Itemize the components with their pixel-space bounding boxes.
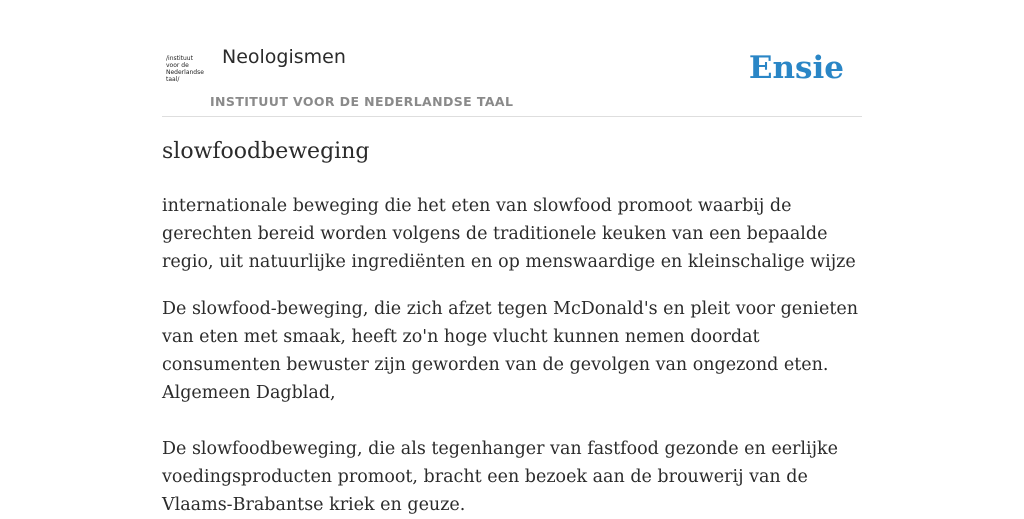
example-source: Algemeen Dagblad,	[162, 383, 336, 403]
entry-term: slowfoodbeweging	[162, 139, 370, 164]
example-quote: De slowfoodbeweging, die als tegenhanger van fastfood gezonde en eerlijke voedingsproducten promoot, bracht een bezoek aan de brouwerij van de Vlaams-Brabantse kriek en geuze.	[162, 439, 839, 515]
logo-line: Nederlandse	[166, 69, 204, 76]
example-quote: De slowfood-beweging, die zich afzet tegen McDonald's en pleit voor genieten van eten met smaak, heeft zo'n hoge vlucht kunnen nemen doordat consumenten bewuster zijn geworden van de gevolgen van ongezond eten.	[162, 299, 859, 375]
example-spacer	[162, 407, 862, 435]
ivdnt-logo[interactable]	[166, 55, 210, 91]
entry-content	[162, 192, 862, 519]
site-header	[162, 0, 862, 117]
ensie-brand-link[interactable]: Ensie	[748, 50, 844, 86]
logo-line: voor de	[166, 62, 189, 69]
site-subtitle: INSTITUUT VOOR DE NEDERLANDSE TAAL	[210, 94, 514, 109]
entry-definition: internationale beweging die het eten van slowfood promoot waarbij de gerechten bereid worden volgens de traditionele keuken van een bepaalde regio, uit natuurlijke ingrediënten en op menswaardige en kleinschalige wijze	[162, 196, 856, 272]
logo-line: /instituut	[166, 55, 193, 62]
logo-line: taal/	[166, 76, 180, 83]
site-name[interactable]: Neologismen	[222, 46, 346, 68]
page	[162, 0, 862, 515]
